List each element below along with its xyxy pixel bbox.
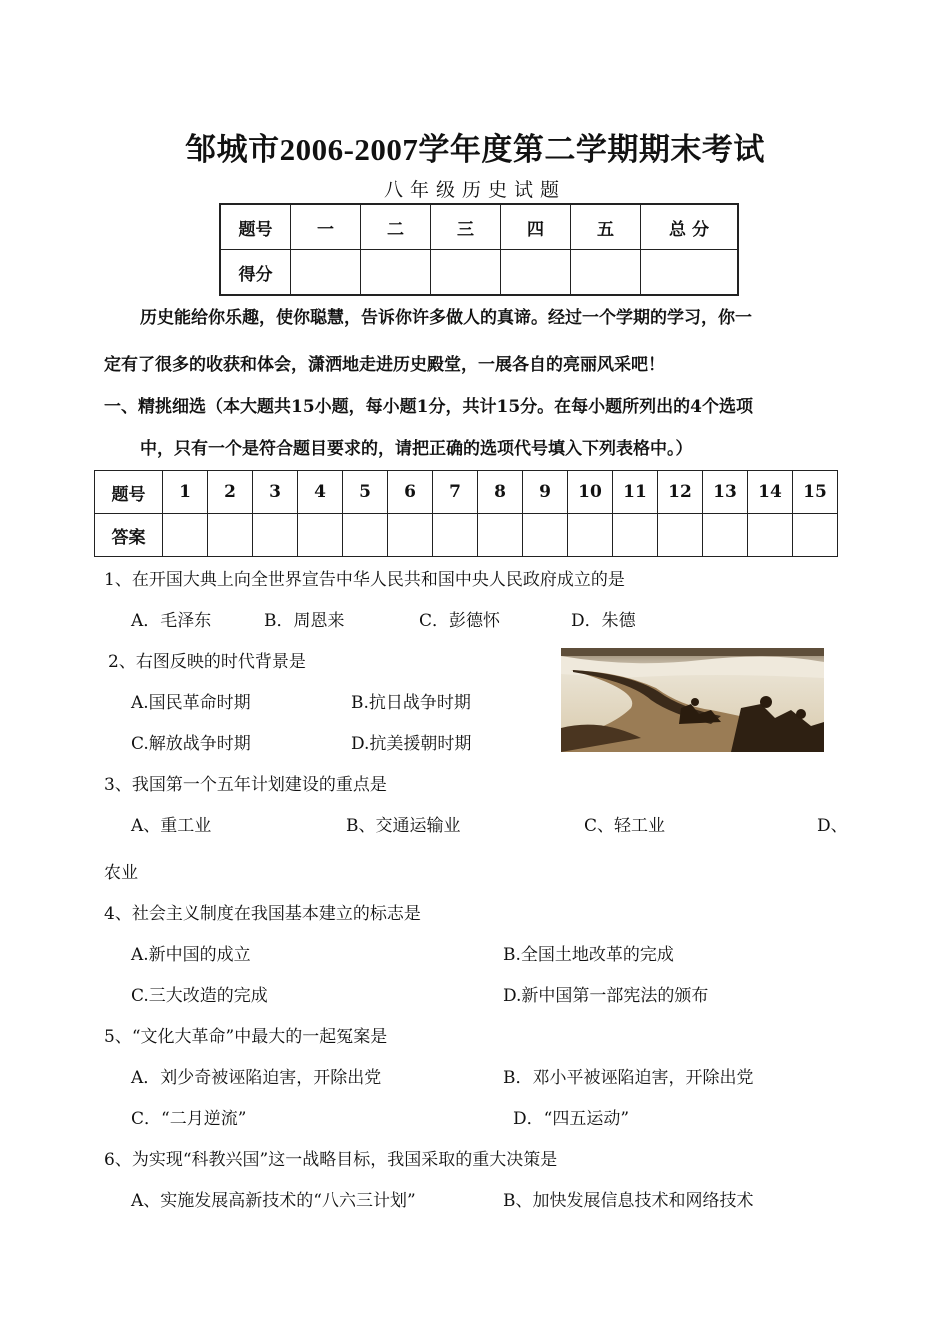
question-1-stem: 1、在开国大典上向全世界宣告中华人民共和国中央人民政府成立的是	[104, 570, 625, 590]
section1-instruction-2: 中，只有一个是符合题目要求的，请把正确的选项代号填入下列表格中。）	[140, 439, 693, 459]
answer-number: 11	[613, 471, 658, 514]
answer-blank[interactable]	[478, 514, 523, 557]
answer-number: 12	[658, 471, 703, 514]
score-cell: 五	[571, 204, 641, 250]
answer-table	[94, 470, 838, 557]
question-2-option-a: A.国民革命时期	[131, 693, 251, 713]
question-2-option-c: C.解放战争时期	[131, 734, 251, 754]
answer-number: 1	[163, 471, 208, 514]
score-blank[interactable]	[641, 250, 739, 296]
score-blank[interactable]	[431, 250, 501, 296]
answer-blank[interactable]	[793, 514, 838, 557]
answer-number: 3	[253, 471, 298, 514]
answer-number: 2	[208, 471, 253, 514]
answer-table-answer-row	[95, 514, 838, 557]
question-4-option-c: C.三大改造的完成	[131, 986, 268, 1006]
score-blank[interactable]	[361, 250, 431, 296]
question-3-option-d: D、	[817, 816, 848, 836]
question-1-option-b: B．周恩来	[264, 611, 345, 631]
question-2-stem: 2、右图反映的时代背景是	[108, 652, 306, 672]
answer-blank[interactable]	[208, 514, 253, 557]
score-label: 得分	[220, 250, 291, 296]
question-4-option-d: D.新中国第一部宪法的颁布	[503, 986, 709, 1006]
question-5-option-a: A．刘少奇被诬陷迫害，开除出党	[131, 1068, 382, 1088]
score-cell: 总 分	[641, 204, 739, 250]
question-5-stem: 5、“文化大革命”中最大的一起冤案是	[104, 1027, 388, 1047]
answer-number: 13	[703, 471, 748, 514]
question-3-option-b: B、交通运输业	[346, 816, 461, 836]
answer-number: 7	[433, 471, 478, 514]
exam-title: 邹城市2006-2007学年度第二学期期末考试	[185, 132, 765, 167]
question-3-option-c: C、轻工业	[584, 816, 666, 836]
answer-blank[interactable]	[253, 514, 298, 557]
question-5-option-d: D．“四五运动”	[513, 1109, 630, 1129]
answer-blank[interactable]	[658, 514, 703, 557]
answer-number: 5	[343, 471, 388, 514]
question-1-option-d: D．朱德	[571, 611, 636, 631]
question-3-stem: 3、我国第一个五年计划建设的重点是	[104, 775, 387, 795]
score-table	[219, 203, 739, 296]
intro-line-2: 定有了很多的收获和体会，潇洒地走进历史殿堂，一展各自的亮丽风采吧！	[104, 355, 665, 375]
answer-blank[interactable]	[703, 514, 748, 557]
question-3-option-d-continued: 农业	[104, 863, 138, 883]
question-6-stem: 6、为实现“科教兴国”这一战略目标，我国采取的重大决策是	[104, 1150, 558, 1170]
answer-blank[interactable]	[523, 514, 568, 557]
answer-blank[interactable]	[568, 514, 613, 557]
intro-line-1: 历史能给你乐趣，使你聪慧，告诉你许多做人的真谛。经过一个学期的学习，你一	[140, 308, 752, 328]
question-4-stem: 4、社会主义制度在我国基本建立的标志是	[104, 904, 421, 924]
score-blank[interactable]	[291, 250, 361, 296]
score-cell: 二	[361, 204, 431, 250]
question-6-option-a: A、实施发展高新技术的“八六三计划”	[131, 1191, 416, 1211]
question-2-option-d: D.抗美援朝时期	[351, 734, 472, 754]
answer-blank[interactable]	[388, 514, 433, 557]
score-table-score-row	[220, 250, 738, 296]
score-cell: 一	[291, 204, 361, 250]
answer-blank[interactable]	[613, 514, 658, 557]
question-5-option-c: C．“二月逆流”	[131, 1109, 247, 1129]
exam-subtitle: 八年级历史试题	[383, 179, 566, 201]
answer-number: 10	[568, 471, 613, 514]
answer-number: 15	[793, 471, 838, 514]
question-5-option-b: B．邓小平被诬陷迫害，开除出党	[503, 1068, 754, 1088]
question-1-option-a: A．毛泽东	[131, 611, 212, 631]
answer-number: 14	[748, 471, 793, 514]
section1-instruction-1: 一、精挑细选（本大题共15小题，每小题1分，共计15分。在每小题所列出的4个选项	[104, 397, 753, 417]
answer-number: 9	[523, 471, 568, 514]
answer-header-label: 题号	[95, 471, 163, 514]
answer-blank[interactable]	[343, 514, 388, 557]
answer-blank[interactable]	[163, 514, 208, 557]
score-cell: 四	[501, 204, 571, 250]
score-table-header-row	[220, 204, 738, 250]
answer-blank[interactable]	[433, 514, 478, 557]
historical-photo	[561, 648, 824, 752]
question-4-option-a: A.新中国的成立	[131, 945, 251, 965]
score-blank[interactable]	[501, 250, 571, 296]
answer-number: 8	[478, 471, 523, 514]
question-1-option-c: C．彭德怀	[419, 611, 501, 631]
score-cell: 题号	[220, 204, 291, 250]
question-4-option-b: B.全国土地改革的完成	[503, 945, 674, 965]
answer-row-label: 答案	[95, 514, 163, 557]
answer-number: 6	[388, 471, 433, 514]
answer-blank[interactable]	[298, 514, 343, 557]
answer-table-number-row	[95, 471, 838, 514]
answer-blank[interactable]	[748, 514, 793, 557]
question-2-option-b: B.抗日战争时期	[351, 693, 471, 713]
score-cell: 三	[431, 204, 501, 250]
score-blank[interactable]	[571, 250, 641, 296]
question-6-option-b: B、加快发展信息技术和网络技术	[503, 1191, 754, 1211]
answer-number: 4	[298, 471, 343, 514]
question-3-option-a: A、重工业	[131, 816, 212, 836]
